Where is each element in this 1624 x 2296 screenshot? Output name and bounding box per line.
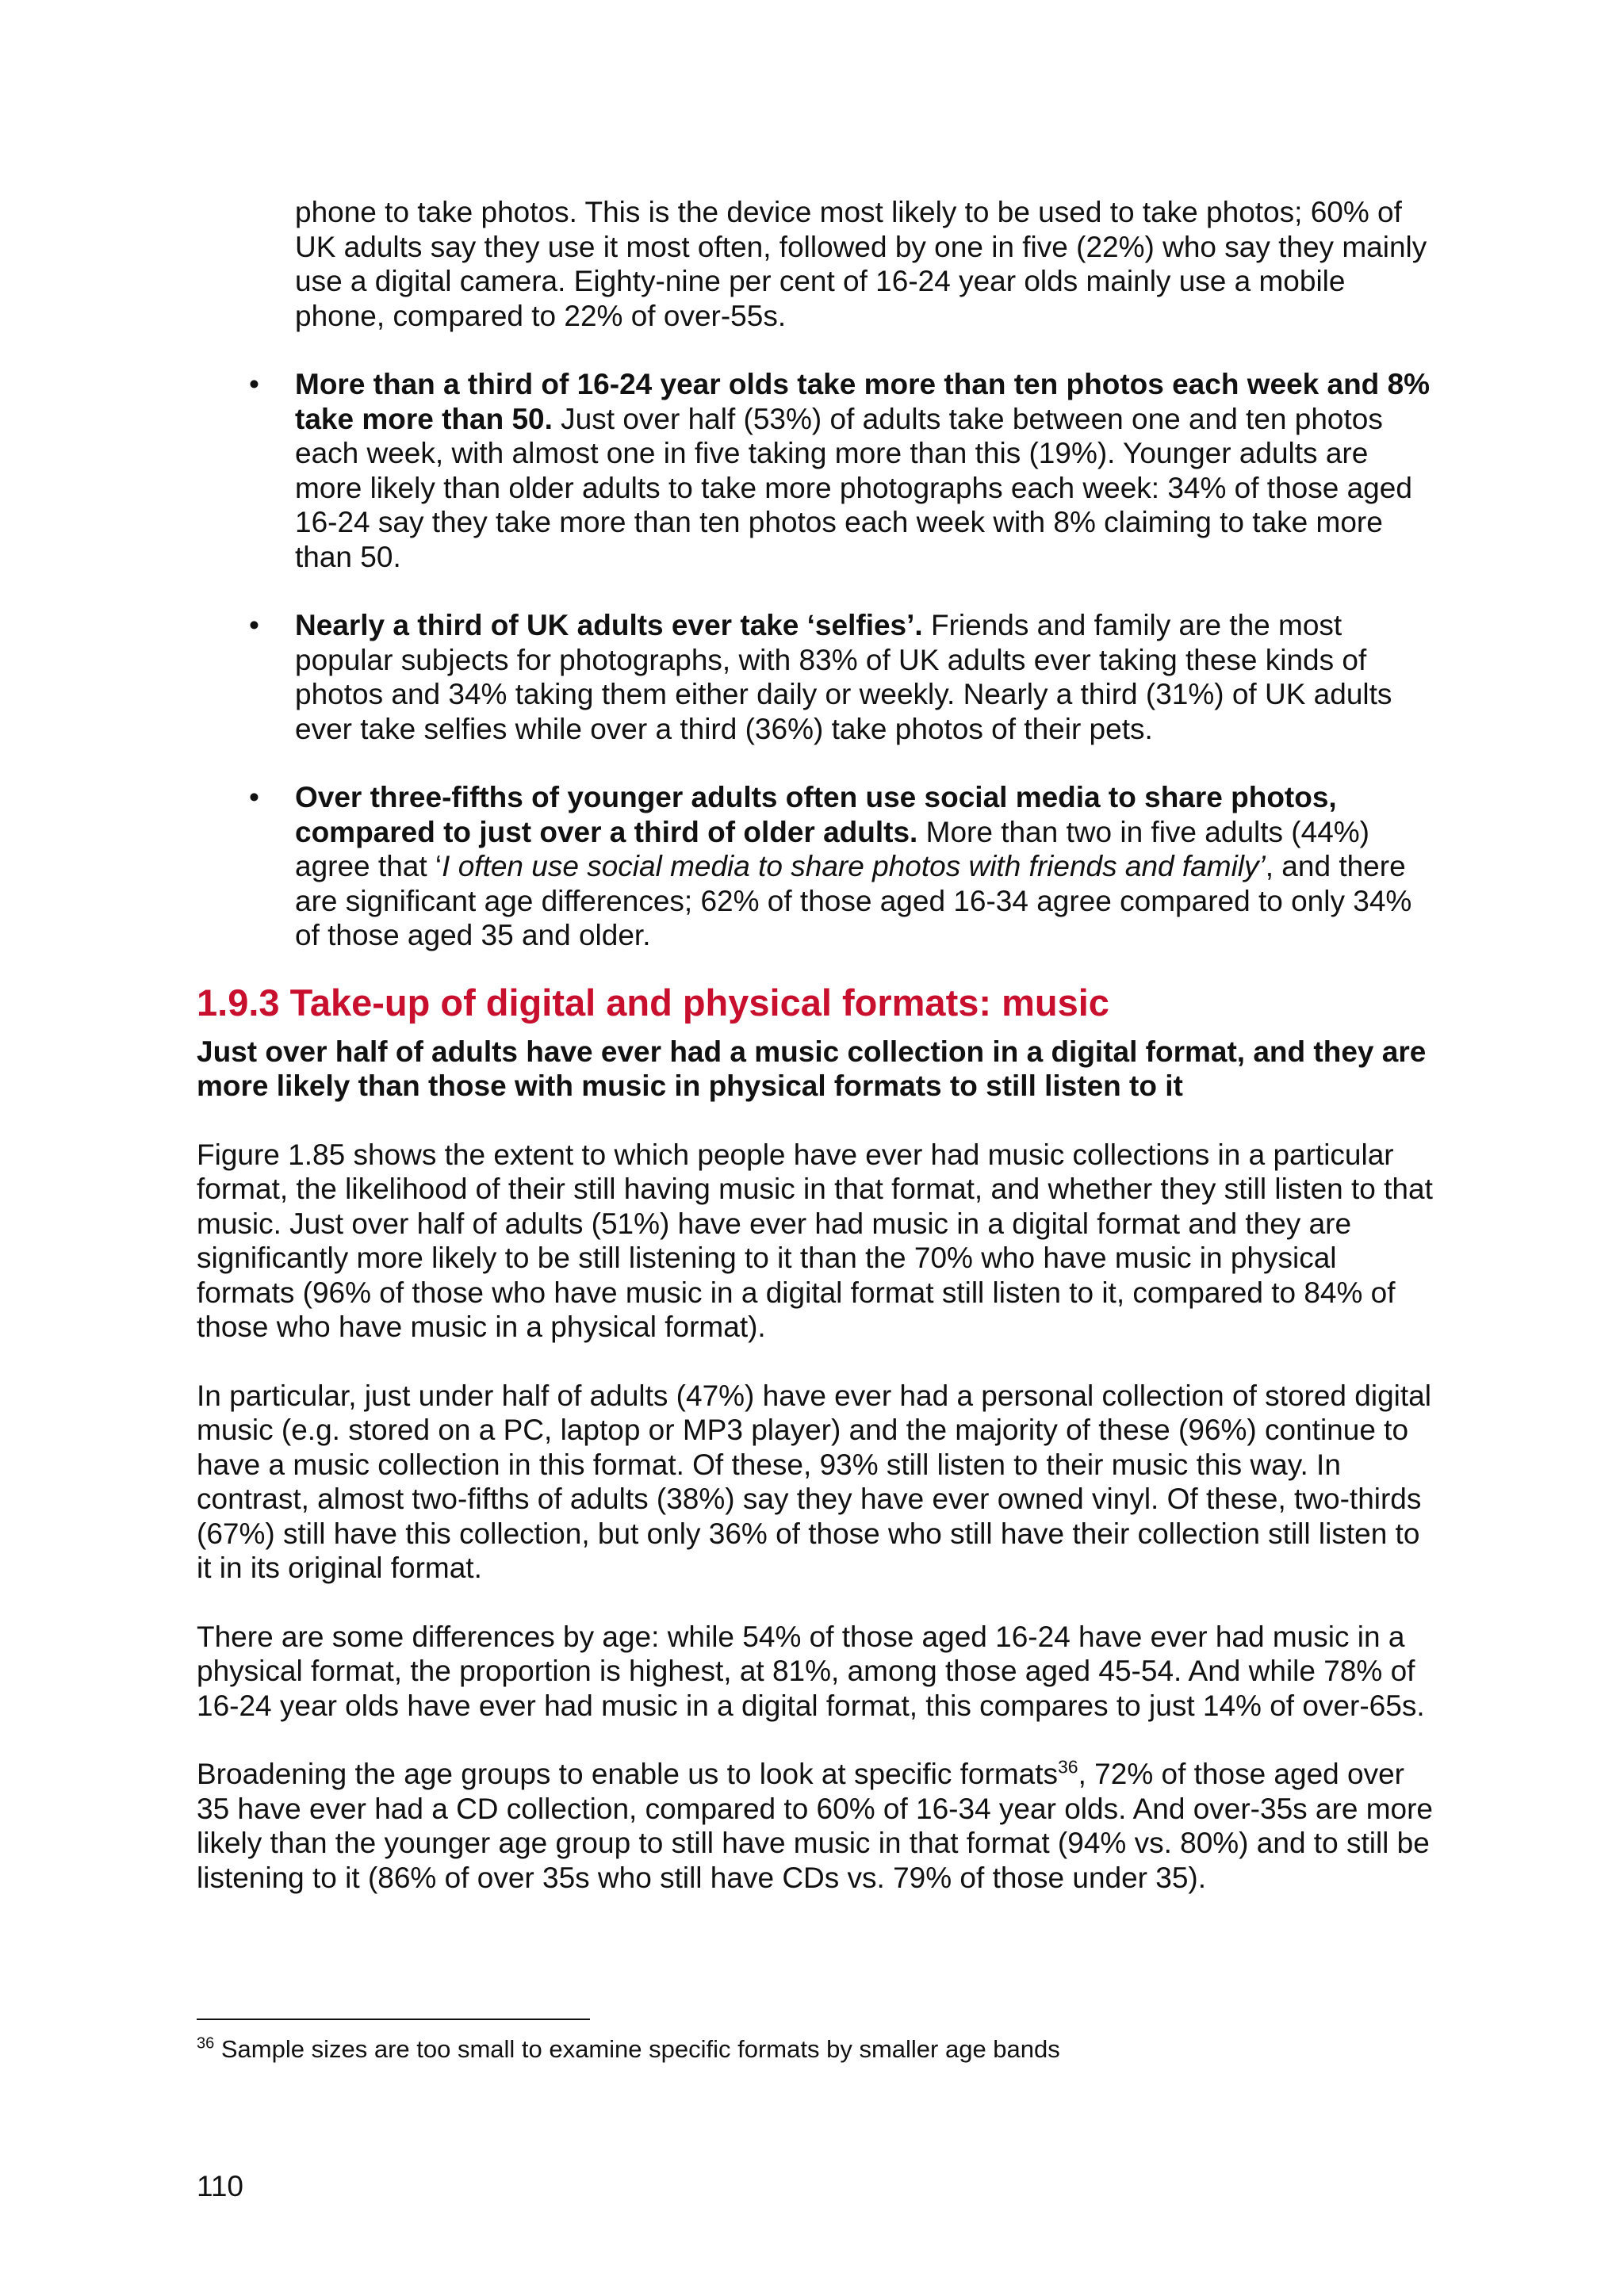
footnote-number: 36 (197, 2034, 215, 2053)
list-item (197, 608, 1434, 746)
bullet-lead: Over three-fifths of younger adults often use social media to share photos, compared to just over a third of older adults. (295, 781, 1337, 848)
body-paragraph (197, 1757, 1434, 1895)
list-item (197, 367, 1434, 574)
section-heading: 1.9.3 Take-up of digital and physical formats: music (197, 981, 1109, 1024)
bullet-lead: Nearly a third of UK adults ever take ‘selfies’. (295, 609, 923, 641)
bullet-icon: • (249, 609, 259, 641)
bullet-text-after: , and there are significant age differences; 62% of those aged 16-34 agree compared to only 34% of those aged 35 and older. (295, 850, 1412, 951)
bullet-quote: I often use social media to share photos with friends and family’ (442, 850, 1266, 882)
bullet-text: Friends and family are the most popular subjects for photographs, with 83% of UK adults ever taking these kinds of photos and 34% taking them either daily or weekly. Nearly a third (31%) of UK adults ever take selfies while over a third (36%) take photos of their pets. (295, 609, 1392, 745)
bullet-lead: More than a third of 16-24 year olds take more than ten photos each week and 8% take more than 50. (295, 368, 1431, 435)
list-item (197, 780, 1434, 953)
page-body (197, 195, 1434, 1929)
footnote (197, 2034, 1060, 2064)
bullet-text: Just over half (53%) of adults take between one and ten photos each week, with almost one in five taking more than this (19%). Younger adults are more likely than older adults to take more photographs each week: 34% of those aged 16-24 say they take more than ten photos each week with 8% claiming to take more than 50. (295, 402, 1412, 573)
body-paragraph: There are some differences by age: while 54% of those aged 16-24 have ever had music in a physical format, the proportion is highest, at 81%, among those aged 45-54. And while 78% of 16-24 year olds have ever had music in a digital format, this compares to just 14% of over-65s. (197, 1620, 1425, 1722)
intro-paragraph: phone to take photos. This is the device most likely to be used to take photos; 60% of UK adults say they use it most often, followed by one in five (22%) who say they mainly use a digital camera. Eighty-nine per cent of 16-24 year olds mainly use a mobile phone, compared to 22% of over-55s. (295, 196, 1427, 332)
footnote-text: Sample sizes are too small to examine specific formats by smaller age bands (214, 2035, 1060, 2063)
bullet-text: More than two in five adults (44%) agree that ‘ (295, 815, 1369, 882)
section-subheading: Just over half of adults have ever had a music collection in a digital format, and they are more likely than those with music in physical formats to still listen to it (197, 1035, 1427, 1102)
footnote-divider (197, 2019, 590, 2020)
paragraph-text-after: , 72% of those aged over 35 have ever had a CD collection, compared to 60% of 16-34 year olds. And over-35s are more likely than the younger age group to still have music in that format (94% vs. 80%) and to still be listening to it (86% of over 35s who still have CDs vs. 79% of those under 35). (197, 1758, 1433, 1894)
paragraph-text: Broadening the age groups to enable us to look at specific formats (197, 1758, 1059, 1790)
footnote-reference[interactable]: 36 (1058, 1756, 1078, 1777)
bullet-icon: • (249, 781, 259, 813)
page-number: 110 (197, 2170, 243, 2202)
body-paragraph: In particular, just under half of adults (47%) have ever had a personal collection of stored digital music (e.g. stored on a PC, laptop or MP3 player) and the majority of these (96%) continue to have a music collection in this format. Of these, 93% still listen to their music this way. In contrast, almost two-fifths of adults (38%) say they have ever owned vinyl. Of these, two-thirds (67%) still have this collection, but only 36% of those who still have their collection still listen to it in its original format. (197, 1379, 1431, 1584)
body-paragraph: Figure 1.85 shows the extent to which people have ever had music collections in a particular format, the likelihood of their still having music in that format, and whether they still listen to that music. Just over half of adults (51%) have ever had music in a digital format and they are significantly more likely to be still listening to it than the 70% who have music in physical formats (96% of those who have music in a digital format still listen to it, compared to 84% of those who have music in a physical format). (197, 1138, 1433, 1343)
bullet-icon: • (249, 368, 259, 400)
bullet-list (197, 367, 1434, 953)
